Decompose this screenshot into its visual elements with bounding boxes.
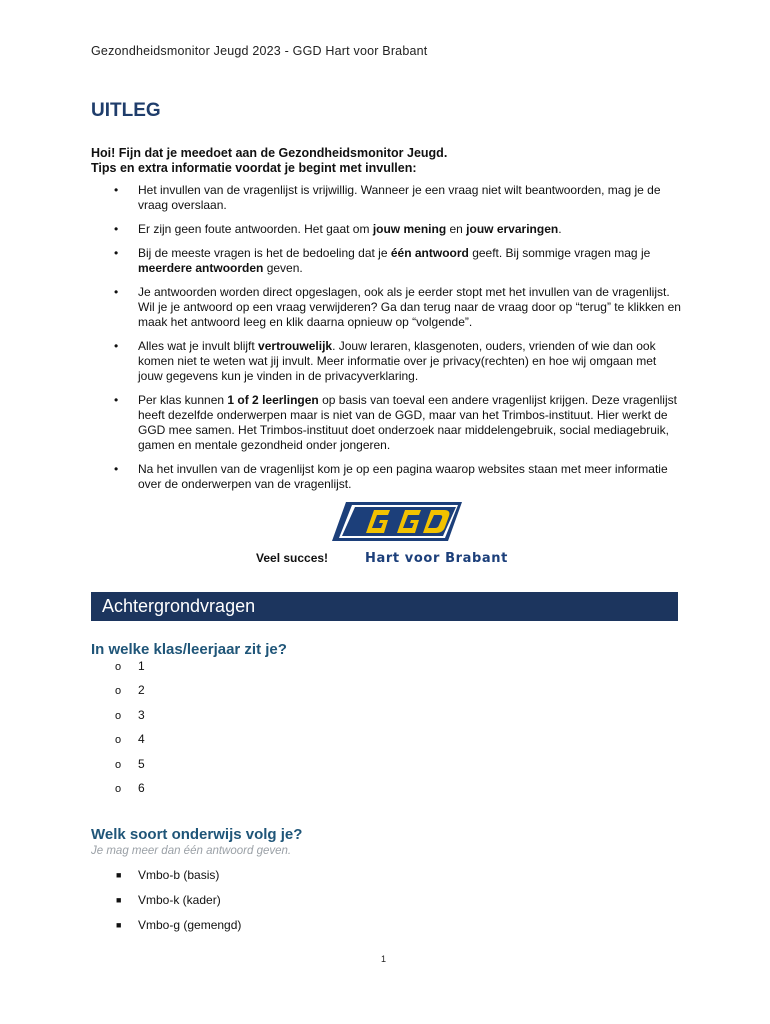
tip-text: . Jouw leraren, klasgenoten, ouders, vrienden of wie dan ook komen niet te weten wat jij invult. Meer informatie over je privacy(rechten) en hoe wij omgaan met jouw gegevens kun je vinden in de privacyverklaring.: [138, 339, 657, 383]
bullet-icon: •: [114, 183, 119, 197]
grade-option[interactable]: [91, 781, 145, 805]
success-message: Veel succes!: [256, 551, 329, 565]
tip-text: Bij de meeste vragen is het de bedoeling dat je: [138, 246, 391, 260]
tip-text: Alles wat je invult blijft: [138, 339, 259, 353]
grade-option[interactable]: [91, 708, 145, 732]
section-header: Achtergrondvragen: [91, 592, 678, 621]
tip-item: [91, 339, 681, 384]
option-label: 2: [138, 683, 145, 698]
question-hint: Je mag meer dan één antwoord geven.: [91, 845, 292, 857]
intro-text: [91, 146, 691, 176]
radio-circle-icon[interactable]: o: [115, 758, 122, 771]
question-grade: In welke klas/leerjaar zit je?: [91, 641, 287, 658]
education-option[interactable]: [91, 868, 241, 893]
intro-line-2: Tips en extra informatie voordat je begint met invullen:: [91, 161, 417, 175]
tip-item: [91, 222, 681, 237]
option-label: Vmbo-b (basis): [138, 868, 220, 882]
tip-item: [91, 246, 681, 276]
page-header: Gezondheidsmonitor Jeugd 2023 - GGD Hart voor Brabant: [91, 44, 428, 58]
option-label: 3: [138, 707, 145, 722]
bullet-icon: •: [114, 462, 119, 476]
option-label: 6: [138, 780, 145, 795]
tip-emphasis: één antwoord: [390, 246, 469, 260]
bullet-icon: •: [114, 246, 119, 260]
intro-line-1: Hoi! Fijn dat je meedoet aan de Gezondheidsmonitor Jeugd.: [91, 146, 448, 160]
grade-option[interactable]: [91, 683, 145, 707]
tip-item: [91, 285, 681, 330]
radio-circle-icon[interactable]: o: [115, 782, 122, 795]
checkbox-square-icon[interactable]: ■: [116, 895, 122, 905]
tip-emphasis: jouw mening: [372, 222, 447, 236]
ggd-logo: [332, 502, 517, 566]
bullet-icon: •: [114, 339, 119, 353]
education-options: [91, 868, 241, 943]
page-title: UITLEG: [91, 100, 161, 121]
tip-text: op basis van toeval een andere vragenlijst krijgen. Deze vragenlijst heeft dezelfde onderwerpen maar is niet van de GGD, maar van het Trimbos-instituut. Hier werkt de GGD mee samen. Het Trimbos-instituut doet onderzoek naar middelengebruik, social mediagebruik, gamen en mentale gezondheid onder jongeren.: [138, 393, 677, 452]
radio-circle-icon[interactable]: o: [115, 661, 122, 673]
grade-options: [91, 659, 145, 805]
tips-list: [91, 183, 681, 501]
tip-emphasis: vertrouwelijk: [258, 339, 333, 353]
tip-text: Na het invullen van de vragenlijst kom je op een pagina waarop websites staan met meer informatie over de onderwerpen van de vragenlijst.: [138, 462, 668, 491]
tip-text: Je antwoorden worden direct opgeslagen, ook als je eerder stopt met het invullen van de vragenlijst. Wil je je antwoord op een vraag verwijderen? Ga dan terug naar de vraag door op “terug” te klikken en maak het antwoord leeg en klik daarna opnieuw op “volgende”.: [138, 285, 681, 329]
tip-text: geven.: [263, 261, 303, 275]
tip-text: en: [446, 222, 467, 236]
radio-circle-icon[interactable]: o: [115, 685, 122, 698]
grade-option[interactable]: [91, 732, 145, 756]
tip-text: Er zijn geen foute antwoorden. Het gaat om: [138, 222, 373, 236]
page-number: 1: [381, 954, 387, 964]
option-label: Vmbo-g (gemengd): [138, 918, 242, 932]
tip-emphasis: 1 of 2 leerlingen: [227, 393, 319, 407]
tip-text: .: [558, 222, 562, 236]
tip-item: [91, 393, 681, 453]
tip-emphasis: meerdere antwoorden: [138, 261, 264, 275]
checkbox-square-icon[interactable]: ■: [116, 870, 122, 880]
education-option[interactable]: [91, 893, 241, 918]
ggd-logo-icon: [332, 502, 517, 566]
logo-subtitle: Hart voor Brabant: [365, 551, 508, 566]
tip-item: [91, 462, 681, 492]
radio-circle-icon[interactable]: o: [115, 709, 122, 722]
option-label: Vmbo-k (kader): [138, 893, 221, 907]
radio-circle-icon[interactable]: o: [115, 734, 122, 747]
tip-text: Per klas kunnen: [138, 393, 228, 407]
education-option[interactable]: [91, 918, 241, 943]
grade-option[interactable]: [91, 659, 145, 683]
option-label: 1: [138, 659, 145, 673]
bullet-icon: •: [114, 222, 119, 236]
tip-text: geeft. Bij sommige vragen mag je: [468, 246, 651, 260]
question-education-type: Welk soort onderwijs volg je?: [91, 826, 303, 843]
tip-item: [91, 183, 681, 213]
tip-text: Het invullen van de vragenlijst is vrijwillig. Wanneer je een vraag niet wilt beantwoorden, mag je de vraag overslaan.: [138, 183, 661, 212]
checkbox-square-icon[interactable]: ■: [116, 920, 122, 930]
tip-emphasis: jouw ervaringen: [466, 222, 559, 236]
grade-option[interactable]: [91, 757, 145, 781]
option-label: 4: [138, 732, 145, 747]
bullet-icon: •: [114, 285, 119, 299]
bullet-icon: •: [114, 393, 119, 407]
option-label: 5: [138, 756, 145, 771]
